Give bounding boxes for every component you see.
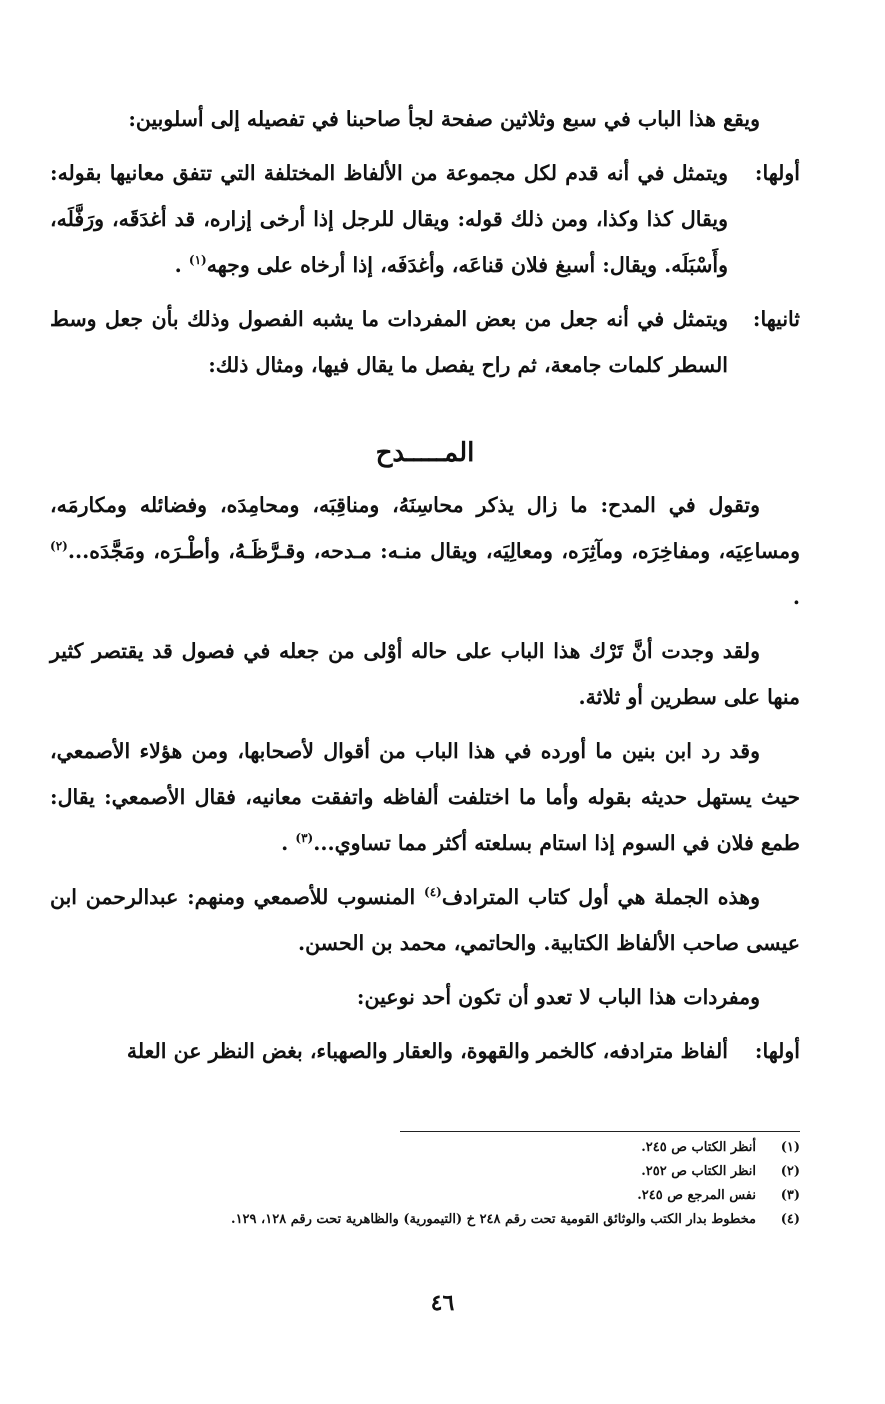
list-item-text: ويتمثل في أنه جعل من بعض المفردات ما يشبه الفصول وذلك بأن جعل وسط السطر كلمات جامعة، ثم راح يفصل ما يقال فيها، ومثال ذلك: bbox=[50, 307, 728, 377]
list-item-first bbox=[50, 150, 800, 288]
footnote-number: (٣) bbox=[780, 1188, 800, 1203]
paragraph-5: ومفردات هذا الباب لا تعدو أن تكون أحد نوعين: bbox=[356, 985, 760, 1009]
list-item-label: أولها: bbox=[754, 161, 800, 185]
main-text bbox=[50, 96, 800, 1082]
paragraph-2: ولقد وجدت أنَّ تَرْك هذا الباب على حاله أوْلى من جعله في فصول قد يقتصر كثير منها على سطرين أو ثلاثة. bbox=[50, 639, 800, 709]
list-item-text: ألفاظ مترادفه، كالخمر والقهوة، والعقار والصهباء، بغض النظر عن العلة bbox=[126, 1039, 728, 1063]
footnote-ref-3: (٣) bbox=[295, 831, 314, 846]
list-item-third bbox=[50, 1028, 800, 1074]
footnote-text: نفس المرجع ص ٢٤٥. bbox=[637, 1188, 756, 1203]
section-heading: المـــــدح bbox=[375, 438, 475, 468]
paragraph-3: وقد رد ابن بنين ما أورده في هذا الباب من أقوال لأصحابها، ومن هؤلاء الأصمعي، حيث يستهل حديثه بقوله وأما ما اختلفت ألفاظه واتفقت معانيه، فقال الأصمعي: يقال: طمع فلان في السوم إذا استام بسلعته أكثر مما تساوي...$^{(٣)}$ . bbox=[50, 739, 800, 855]
footnote bbox=[60, 1136, 800, 1160]
footnote-ref-4: (٤) bbox=[424, 885, 442, 900]
footnote-divider bbox=[400, 1131, 800, 1132]
praise-paragraph: وتقول في المدح: ما زال يذكر محاسِنَهُ، ومناقِبَه، ومحامِدَه، وفضائله ومكارمَه، ومساعِيَه، ومفاخِرَه، ومآثِرَه، ومعالِيَه، ويقال منـه: مـدحه، وقـرَّظَـهُ، وأطْـرَه، ومَجَّدَه...$^{(٢)}$ . bbox=[50, 493, 800, 609]
page-number: ٤٦ bbox=[430, 1290, 455, 1316]
list-item-label: ثانيها: bbox=[752, 307, 800, 331]
footnotes bbox=[60, 1136, 800, 1232]
footnote-text: مخطوط بدار الكتب والوثائق القومية تحت رقم ٢٤٨ خ (التيمورية) والظاهرية تحت رقم ١٢٨، ١٢٩. bbox=[231, 1212, 756, 1227]
footnote-text: أنظر الكتاب ص ٢٤٥. bbox=[641, 1140, 756, 1155]
footnote bbox=[60, 1160, 800, 1184]
list-item-label: أولها: bbox=[754, 1039, 800, 1063]
footnote-number: (٢) bbox=[780, 1164, 800, 1179]
footnote-number: (١) bbox=[780, 1140, 800, 1155]
footnote-number: (٤) bbox=[780, 1212, 800, 1227]
paragraph-4: وهذه الجملة هي أول كتاب المترادف$^{(٤)}$ المنسوب للأصمعي ومنهم: عبدالرحمن ابن عيسى صاحب الألفاظ الكتابية. والحاتمي، محمد بن الحسن. bbox=[50, 885, 800, 955]
footnote-ref-2: (٢) bbox=[50, 539, 68, 554]
list-item-text: ويتمثل في أنه قدم لكل مجموعة من الألفاظ المختلفة التي تتفق معانيها بقوله: ويقال كذا وكذا، ومن ذلك قوله: ويقال للرجل إذا أرخى إزاره، قد أغدَقَه، ورَفَّلَه، وأَسْبَلَه. ويقال: أسبغ فلان قناعَه، وأغدَفَه، إذا أرخاه على وجهه$^{(١)}$ . bbox=[50, 161, 728, 277]
footnote bbox=[60, 1184, 800, 1208]
list-item-second bbox=[50, 296, 800, 388]
footnote-ref-1: (١) bbox=[188, 253, 207, 268]
intro-paragraph: ويقع هذا الباب في سبع وثلاثين صفحة لجأ صاحبنا في تفصيله إلى أسلوبين: bbox=[128, 107, 760, 131]
footnote-text: انظر الكتاب ص ٢٥٢. bbox=[641, 1164, 756, 1179]
footnote bbox=[60, 1208, 800, 1232]
